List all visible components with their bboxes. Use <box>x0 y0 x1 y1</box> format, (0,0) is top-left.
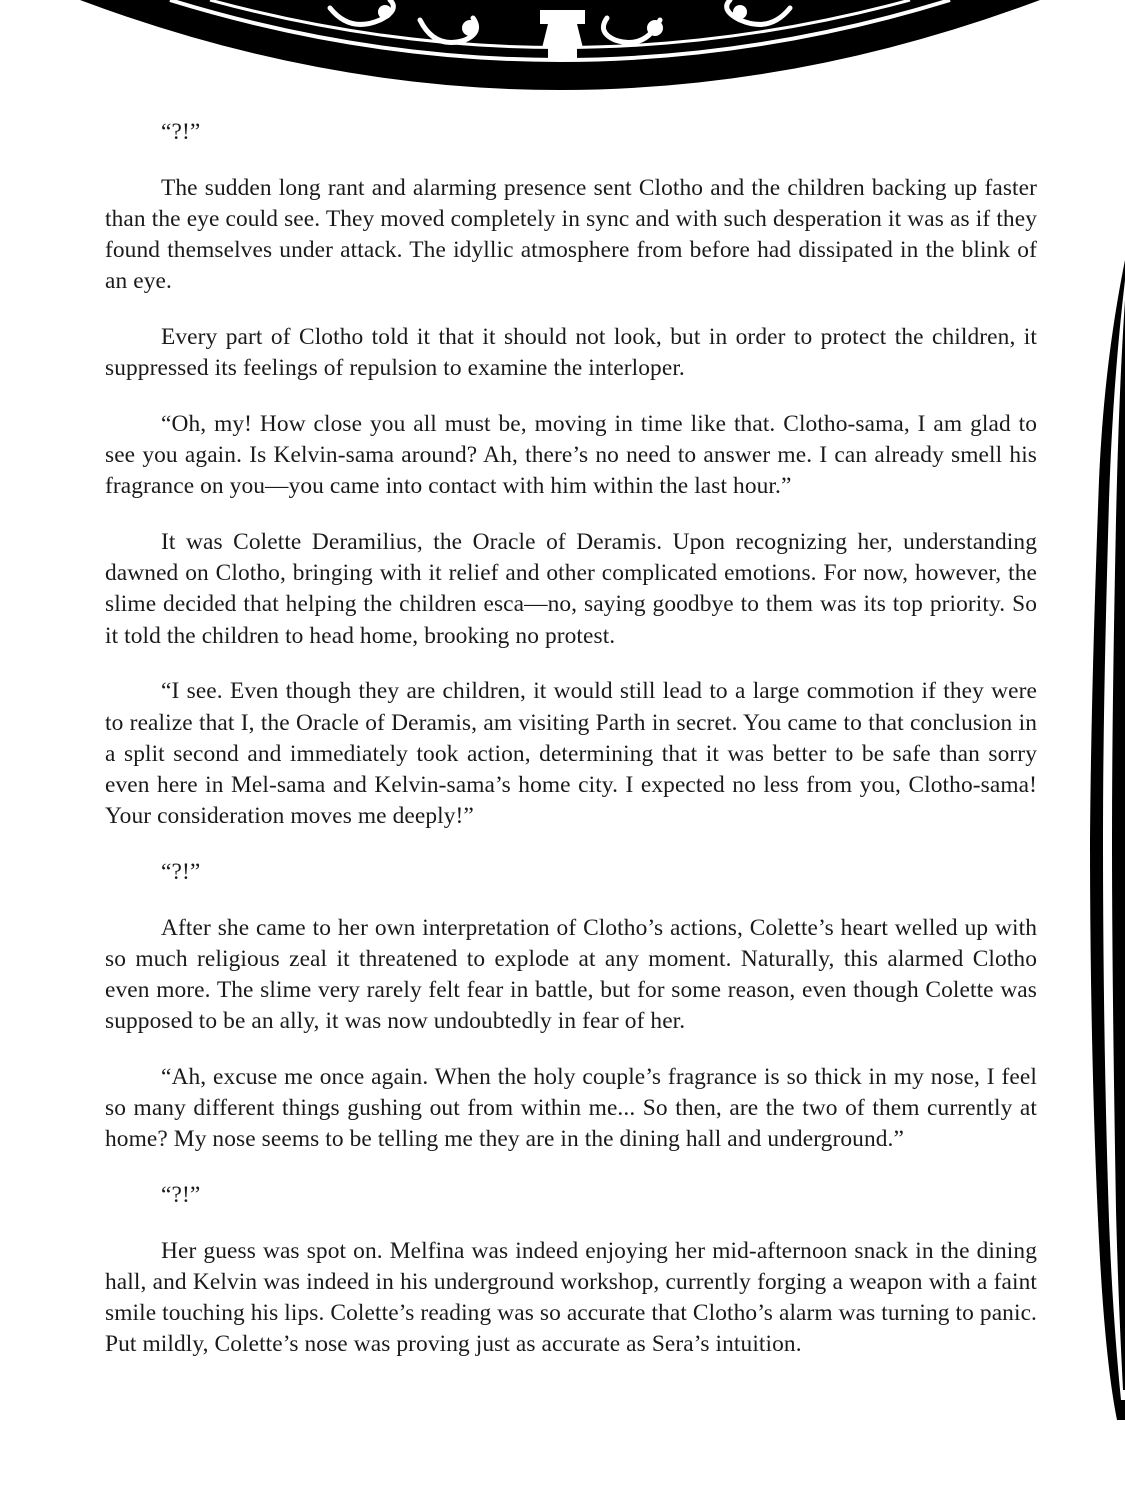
paragraph: After she came to her own interpretation of Clotho’s actions, Colette’s heart welled up with so much religious zeal it threatened to explode at any moment. Naturally, this alarmed Clotho even more. The slime very rarely felt fear in battle, but for some reason, even though Colette was supposed to be an ally, it was now undoubtedly in fear of her. <box>105 914 1037 1035</box>
paragraph: “?!” <box>161 119 201 145</box>
paragraph: “?!” <box>161 1181 201 1208</box>
paragraph: “?!” <box>161 858 201 885</box>
paragraph: “Ah, excuse me once again. When the holy couple’s fragrance is so thick in my nose, I feel so many different things gushing out from within me... So then, are the two of them currently at home? My nose seems to be telling me they are in the dining hall and underground.” <box>105 1063 1037 1153</box>
top-ornament-border <box>0 0 1125 90</box>
body-text <box>105 117 1037 1385</box>
paragraph: The sudden long rant and alarming presence sent Clotho and the children backing up faster than the eye could see. They moved completely in sync and with such desperation it was as if they found themselves under attack. The idyllic atmosphere from before had dissipated in the blink of an eye. <box>105 174 1037 295</box>
paragraph: It was Colette Deramilius, the Oracle of Deramis. Upon recognizing her, understanding dawned on Clotho, bringing with it relief and other complicated emotions. For now, however, the slime decided that helping the children esca—no, saying goodbye to them was its top priority. So it told the children to head home, brooking no protest. <box>105 529 1037 649</box>
paragraph: “Oh, my! How close you all must be, moving in time like that. Clotho-sama, I am glad to see you again. Is Kelvin-sama around? Ah, there’s no need to answer me. I can already smell his fragrance on you—you came into contact with him within the last hour.” <box>105 410 1037 500</box>
paragraph: Her guess was spot on. Melfina was indeed enjoying her mid-afternoon snack in the dining hall, and Kelvin was indeed in his underground workshop, currently forging a weapon with a faint smile touching his lips. Colette’s reading was so accurate that Clotho’s alarm was turning to panic. Put mildly, Colette’s nose was proving just as accurate as Sera’s intuition. <box>105 1237 1037 1358</box>
side-brush-border <box>1085 260 1125 1420</box>
paragraph: Every part of Clotho told it that it should not look, but in order to protect the children, it suppressed its feelings of repulsion to examine the interloper. <box>105 324 1037 382</box>
paragraph: “I see. Even though they are children, it would still lead to a large commotion if they were to realize that I, the Oracle of Deramis, am visiting Parth in secret. You came to that conclusion in a split second and immediately took action, determining that it was better to be safe than sorry even here in Mel-sama and Kelvin-sama’s home city. I expected no less from you, Clotho-sama! Your consideration moves me deeply!” <box>105 678 1037 830</box>
